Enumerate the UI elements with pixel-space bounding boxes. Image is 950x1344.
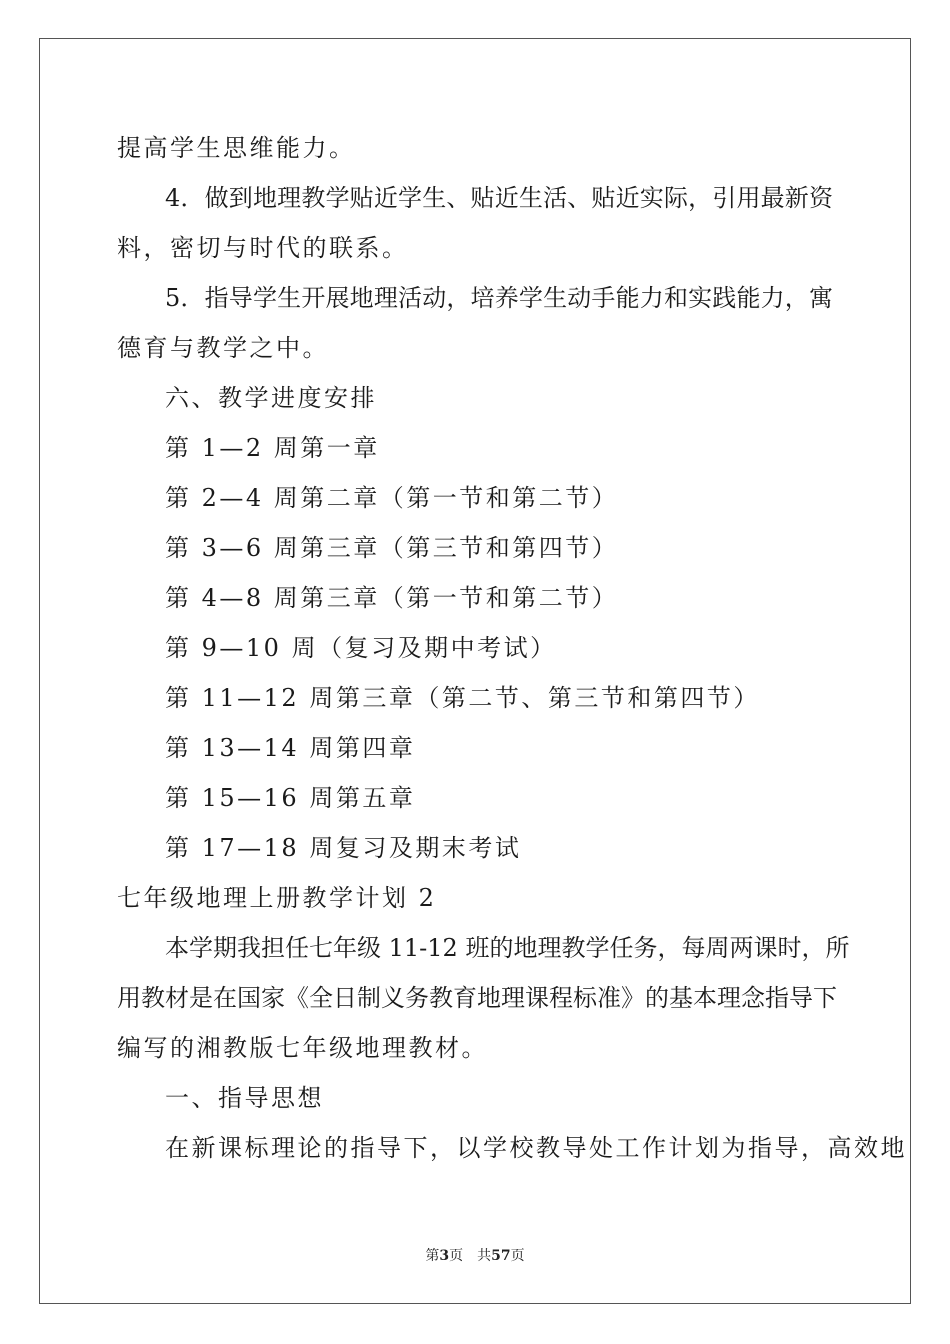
- schedule-item: 第 4—8 周第三章（第一节和第二节）: [165, 584, 619, 612]
- paragraph-line: 编写的湘教版七年级地理教材。: [117, 1034, 488, 1062]
- schedule-item: 第 1—2 周第一章: [165, 434, 380, 462]
- schedule-item: 第 13—14 周第四章: [165, 734, 416, 762]
- paragraph-line: 德育与教学之中。: [117, 334, 329, 362]
- total-suffix: 页: [510, 1248, 525, 1264]
- page-border: [39, 38, 911, 1304]
- schedule-item: 第 2—4 周第二章（第一节和第二节）: [165, 484, 619, 512]
- schedule-item: 第 9—10 周（复习及期中考试）: [165, 634, 557, 662]
- page-number: 3: [439, 1248, 450, 1264]
- paragraph-line: 4．做到地理教学贴近学生、贴近生活、贴近实际，引用最新资: [165, 184, 833, 212]
- page-prefix: 第: [425, 1248, 440, 1264]
- total-prefix: 共: [477, 1248, 492, 1264]
- section-heading: 六、教学进度安排: [165, 384, 377, 412]
- paragraph-line: 用教材是在国家《全日制义务教育地理课程标准》的基本理念指导下: [117, 984, 837, 1012]
- page-footer: [0, 1247, 950, 1265]
- total-pages: 57: [491, 1248, 511, 1264]
- section-heading: 一、指导思想: [165, 1084, 324, 1112]
- paragraph-line: 提高学生思维能力。: [117, 134, 356, 162]
- schedule-item: 第 11—12 周第三章（第二节、第三节和第四节）: [165, 684, 760, 712]
- paragraph-line: 5．指导学生开展地理活动，培养学生动手能力和实践能力，寓: [165, 284, 833, 312]
- document-title: 七年级地理上册教学计划 2: [117, 884, 437, 912]
- paragraph-line: 在新课标理论的指导下，以学校教导处工作计划为指导，高效地: [165, 1134, 907, 1162]
- paragraph-line: 料，密切与时代的联系。: [117, 234, 409, 262]
- schedule-item: 第 17—18 周复习及期末考试: [165, 834, 522, 862]
- paragraph-line: 本学期我担任七年级 11-12 班的地理教学任务，每周两课时，所: [165, 934, 850, 962]
- schedule-item: 第 15—16 周第五章: [165, 784, 416, 812]
- page-suffix: 页: [449, 1248, 464, 1264]
- schedule-item: 第 3—6 周第三章（第三节和第四节）: [165, 534, 619, 562]
